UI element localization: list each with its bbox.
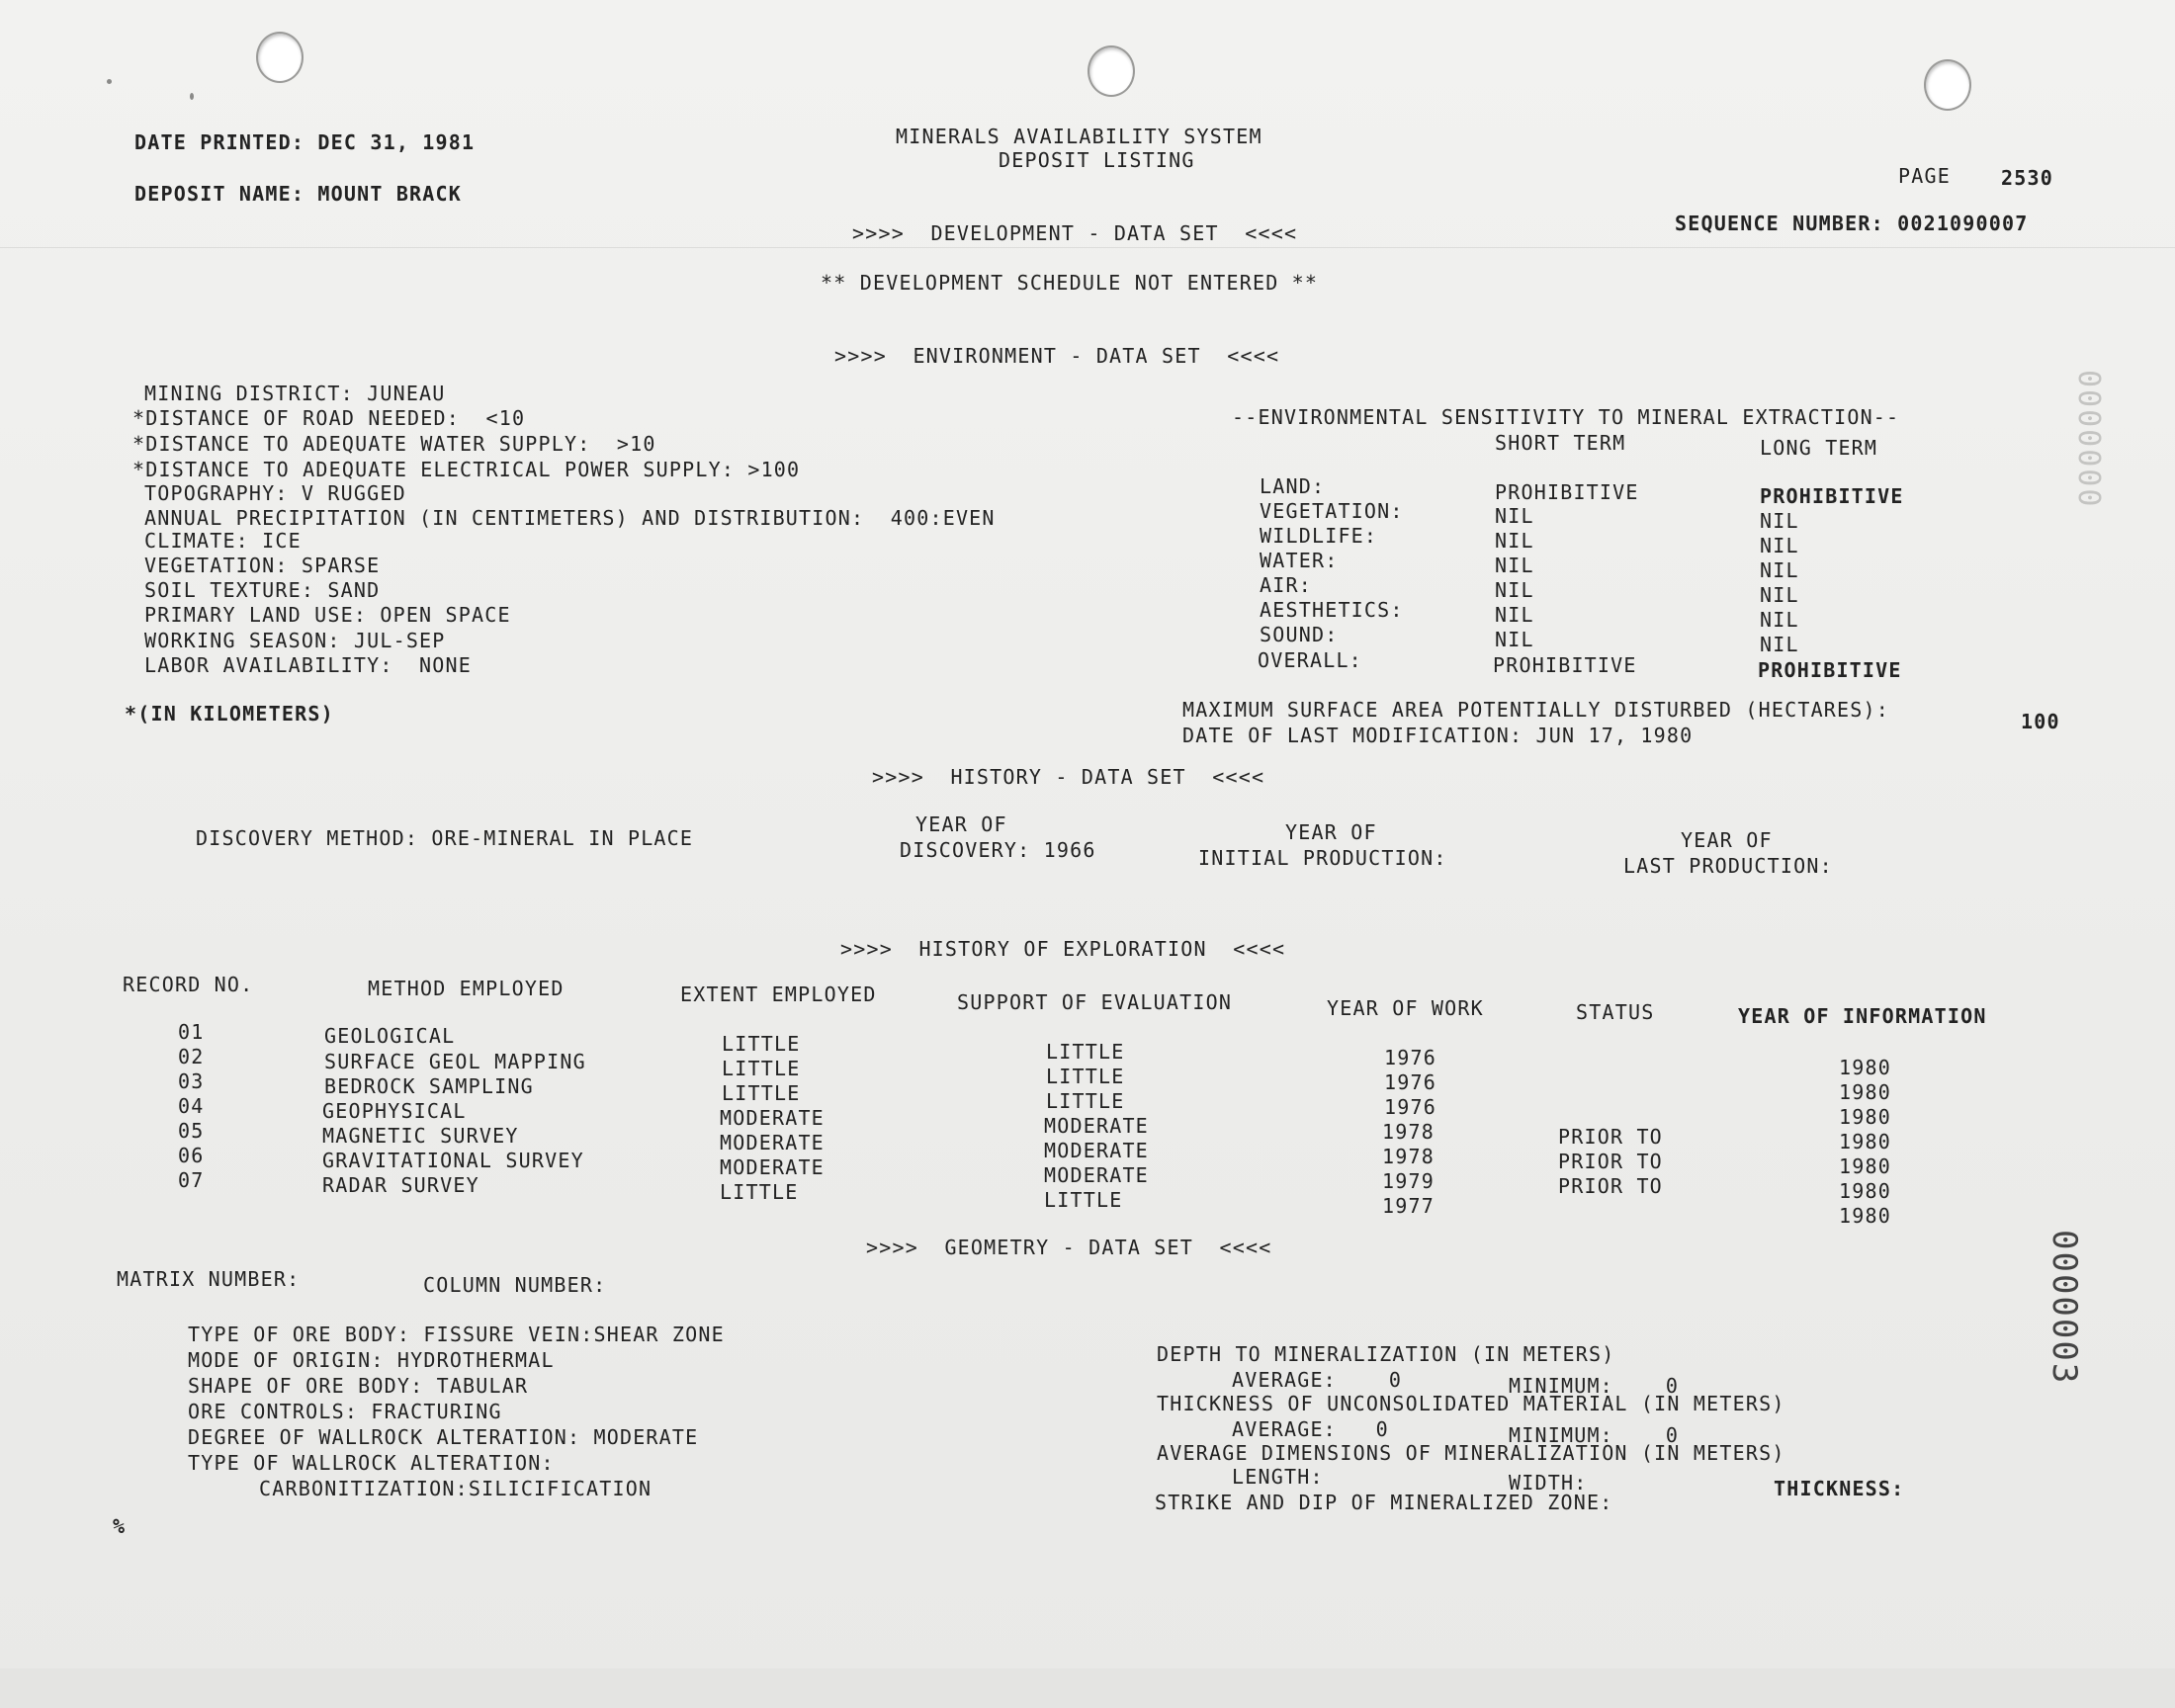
- row-year-of-work: 1976: [1384, 1070, 1436, 1094]
- row-support: LITTLE: [1046, 1040, 1125, 1064]
- dust-speck: [107, 79, 112, 84]
- geo-ore-controls: ORE CONTROLS: FRACTURING: [188, 1400, 502, 1423]
- sens-label-water: WATER:: [1260, 549, 1339, 572]
- depth-title: DEPTH TO MINERALIZATION (IN METERS): [1157, 1342, 1615, 1366]
- last-production-year-of: YEAR OF: [1681, 828, 1773, 852]
- row-support: MODERATE: [1044, 1139, 1149, 1162]
- short-term-label: SHORT TERM: [1495, 431, 1626, 455]
- env-precipitation: ANNUAL PRECIPITATION (IN CENTIMETERS) AND DISTRIBUTION: 400:EVEN: [144, 506, 996, 530]
- sequence-number: SEQUENCE NUMBER: 0021090007: [1675, 212, 2029, 235]
- listing-title: DEPOSIT LISTING: [999, 148, 1195, 172]
- env-climate: CLIMATE: ICE: [144, 529, 302, 553]
- sens-short-land: PROHIBITIVE: [1495, 480, 1639, 504]
- row-record-no: 07: [178, 1168, 205, 1192]
- long-term-label: LONG TERM: [1760, 436, 1878, 460]
- punch-hole-right: [1924, 59, 1971, 111]
- development-heading: >>>> DEVELOPMENT - DATA SET <<<<: [852, 221, 1298, 245]
- row-status: PRIOR TO: [1558, 1150, 1663, 1173]
- env-mining-district: MINING DISTRICT: JUNEAU: [144, 382, 446, 405]
- sens-long-vegetation: NIL: [1760, 509, 1799, 533]
- row-year-of-info: 1980: [1839, 1154, 1891, 1178]
- geo-shape: SHAPE OF ORE BODY: TABULAR: [188, 1374, 529, 1398]
- row-support: MODERATE: [1044, 1163, 1149, 1187]
- geo-wallrock-type: TYPE OF WALLROCK ALTERATION:: [188, 1451, 555, 1475]
- row-year-of-work: 1976: [1384, 1046, 1436, 1069]
- history-heading: >>>> HISTORY - DATA SET <<<<: [872, 765, 1265, 789]
- sensitivity-title: --ENVIRONMENTAL SENSITIVITY TO MINERAL EXTRACTION--: [1232, 405, 1900, 429]
- thickness-minimum: MINIMUM: 0: [1509, 1423, 1680, 1447]
- side-stamp-upper: 0000000: [2071, 370, 2106, 509]
- col-method: METHOD EMPLOYED: [368, 977, 565, 1000]
- max-surface-value: 100: [2021, 710, 2060, 733]
- col-support: SUPPORT OF EVALUATION: [957, 990, 1233, 1014]
- env-soil-texture: SOIL TEXTURE: SAND: [144, 578, 381, 602]
- sens-short-water: NIL: [1495, 554, 1534, 577]
- dimensions-width: WIDTH:: [1509, 1471, 1588, 1494]
- sens-long-wildlife: NIL: [1760, 534, 1799, 557]
- row-support: LITTLE: [1046, 1065, 1125, 1088]
- exploration-heading: >>>> HISTORY OF EXPLORATION <<<<: [840, 937, 1286, 961]
- sens-long-water: NIL: [1760, 558, 1799, 582]
- row-record-no: 05: [178, 1119, 205, 1143]
- matrix-number: MATRIX NUMBER:: [117, 1267, 301, 1291]
- col-year-of-work: YEAR OF WORK: [1327, 996, 1484, 1020]
- row-year-of-info: 1980: [1839, 1080, 1891, 1104]
- sens-label-aesthetics: AESTHETICS:: [1260, 598, 1404, 622]
- row-year-of-info: 1980: [1839, 1204, 1891, 1228]
- geo-alteration-value: CARBONITIZATION:SILICIFICATION: [259, 1477, 652, 1500]
- sens-long-aesthetics: NIL: [1760, 608, 1799, 632]
- paper-fold-line: [0, 247, 2175, 248]
- row-support: MODERATE: [1044, 1114, 1149, 1138]
- sens-label-sound: SOUND:: [1260, 623, 1339, 646]
- thickness-title: THICKNESS OF UNCONSOLIDATED MATERIAL (IN METERS): [1157, 1392, 1785, 1415]
- row-support: LITTLE: [1044, 1188, 1123, 1212]
- page-label: PAGE: [1898, 164, 1951, 188]
- row-method: GEOLOGICAL: [324, 1024, 456, 1048]
- deposit-name: DEPOSIT NAME: MOUNT BRACK: [134, 182, 463, 206]
- sens-long-air: NIL: [1760, 583, 1799, 607]
- development-note: ** DEVELOPMENT SCHEDULE NOT ENTERED **: [821, 271, 1319, 295]
- row-extent: LITTLE: [722, 1057, 801, 1080]
- col-record-no: RECORD NO.: [123, 973, 254, 996]
- sens-label-vegetation: VEGETATION:: [1260, 499, 1404, 523]
- depth-minimum: MINIMUM: 0: [1509, 1374, 1680, 1398]
- system-title: MINERALS AVAILABILITY SYSTEM: [896, 125, 1262, 148]
- dimensions-length: LENGTH:: [1232, 1465, 1324, 1489]
- strike-and-dip: STRIKE AND DIP OF MINERALIZED ZONE:: [1155, 1491, 1613, 1514]
- row-year-of-work: 1978: [1382, 1145, 1435, 1168]
- col-extent: EXTENT EMPLOYED: [680, 982, 877, 1006]
- geo-wallrock-degree: DEGREE OF WALLROCK ALTERATION: MODERATE: [188, 1425, 699, 1449]
- row-year-of-work: 1979: [1382, 1169, 1435, 1193]
- env-power-distance: *DISTANCE TO ADEQUATE ELECTRICAL POWER SUPPLY: >100: [132, 458, 801, 481]
- row-year-of-info: 1980: [1839, 1105, 1891, 1129]
- row-extent: MODERATE: [720, 1131, 825, 1154]
- row-record-no: 01: [178, 1020, 205, 1044]
- footer-mark: %: [113, 1514, 127, 1538]
- punch-hole-left: [256, 32, 304, 83]
- column-number: COLUMN NUMBER:: [423, 1273, 607, 1297]
- row-method: MAGNETIC SURVEY: [322, 1124, 519, 1148]
- geo-mode-of-origin: MODE OF ORIGIN: HYDROTHERMAL: [188, 1348, 555, 1372]
- sens-long-sound: NIL: [1760, 633, 1799, 656]
- last-production: LAST PRODUCTION:: [1623, 854, 1833, 878]
- env-labor: LABOR AVAILABILITY: NONE: [144, 653, 473, 677]
- row-extent: LITTLE: [722, 1032, 801, 1056]
- row-year-of-work: 1978: [1382, 1120, 1435, 1144]
- row-extent: LITTLE: [720, 1180, 799, 1204]
- row-status: PRIOR TO: [1558, 1174, 1663, 1198]
- discovery-year: DISCOVERY: 1966: [900, 838, 1096, 862]
- row-record-no: 03: [178, 1069, 205, 1093]
- row-method: GEOPHYSICAL: [322, 1099, 467, 1123]
- environment-heading: >>>> ENVIRONMENT - DATA SET <<<<: [834, 344, 1280, 368]
- sens-short-wildlife: NIL: [1495, 529, 1534, 553]
- sens-label-land: LAND:: [1260, 474, 1326, 498]
- sens-short-overall: PROHIBITIVE: [1493, 653, 1637, 677]
- row-extent: MODERATE: [720, 1155, 825, 1179]
- sens-short-air: NIL: [1495, 578, 1534, 602]
- sens-long-overall: PROHIBITIVE: [1758, 658, 1902, 682]
- col-status: STATUS: [1576, 1000, 1655, 1024]
- depth-average: AVERAGE: 0: [1232, 1368, 1403, 1392]
- env-water-distance: *DISTANCE TO ADEQUATE WATER SUPPLY: >10: [132, 432, 656, 456]
- geometry-heading: >>>> GEOMETRY - DATA SET <<<<: [866, 1236, 1272, 1259]
- sens-short-aesthetics: NIL: [1495, 603, 1534, 627]
- row-year-of-work: 1976: [1384, 1095, 1436, 1119]
- row-method: BEDROCK SAMPLING: [324, 1074, 534, 1098]
- env-road-distance: *DISTANCE OF ROAD NEEDED: <10: [132, 406, 526, 430]
- sens-short-sound: NIL: [1495, 628, 1534, 651]
- env-working-season: WORKING SEASON: JUL-SEP: [144, 629, 446, 652]
- row-year-of-info: 1980: [1839, 1179, 1891, 1203]
- env-topography: TOPOGRAPHY: V RUGGED: [144, 481, 406, 505]
- row-support: LITTLE: [1046, 1089, 1125, 1113]
- sens-short-vegetation: NIL: [1495, 504, 1534, 528]
- env-land-use: PRIMARY LAND USE: OPEN SPACE: [144, 603, 511, 627]
- sens-label-wildlife: WILDLIFE:: [1260, 524, 1378, 548]
- sens-label-overall: OVERALL:: [1258, 648, 1362, 672]
- row-year-of-info: 1980: [1839, 1130, 1891, 1153]
- row-method: GRAVITATIONAL SURVEY: [322, 1149, 584, 1172]
- row-year-of-info: 1980: [1839, 1056, 1891, 1079]
- dust-speck: [190, 93, 194, 100]
- row-record-no: 04: [178, 1094, 205, 1118]
- initial-production-year-of: YEAR OF: [1285, 820, 1377, 844]
- discovery-method: DISCOVERY METHOD: ORE-MINERAL IN PLACE: [196, 826, 694, 850]
- initial-production: INITIAL PRODUCTION:: [1198, 846, 1447, 870]
- row-extent: LITTLE: [722, 1081, 801, 1105]
- sens-label-air: AIR:: [1260, 573, 1312, 597]
- env-vegetation: VEGETATION: SPARSE: [144, 554, 381, 577]
- row-method: SURFACE GEOL MAPPING: [324, 1050, 586, 1073]
- thickness-average: AVERAGE: 0: [1232, 1417, 1389, 1441]
- row-extent: MODERATE: [720, 1106, 825, 1130]
- discovery-year-of: YEAR OF: [915, 812, 1007, 836]
- max-surface-area: MAXIMUM SURFACE AREA POTENTIALLY DISTURBED (HECTARES):: [1182, 698, 1890, 722]
- col-year-of-info: YEAR OF INFORMATION: [1738, 1004, 1987, 1028]
- dimensions-title: AVERAGE DIMENSIONS OF MINERALIZATION (IN METERS): [1157, 1441, 1785, 1465]
- dimensions-thickness: THICKNESS:: [1774, 1477, 1905, 1500]
- last-modification: DATE OF LAST MODIFICATION: JUN 17, 1980: [1182, 724, 1694, 747]
- punch-hole-center: [1088, 45, 1135, 97]
- page-number: 2530: [2001, 166, 2053, 190]
- row-status: PRIOR TO: [1558, 1125, 1663, 1149]
- row-method: RADAR SURVEY: [322, 1173, 479, 1197]
- env-units-note: *(IN KILOMETERS): [125, 702, 334, 726]
- sens-long-land: PROHIBITIVE: [1760, 484, 1904, 508]
- row-year-of-work: 1977: [1382, 1194, 1435, 1218]
- side-stamp-lower: 0000003: [2044, 1230, 2084, 1386]
- date-printed: DATE PRINTED: DEC 31, 1981: [134, 130, 476, 154]
- geo-type-of-ore-body: TYPE OF ORE BODY: FISSURE VEIN:SHEAR ZONE: [188, 1323, 725, 1346]
- row-record-no: 06: [178, 1144, 205, 1167]
- row-record-no: 02: [178, 1045, 205, 1068]
